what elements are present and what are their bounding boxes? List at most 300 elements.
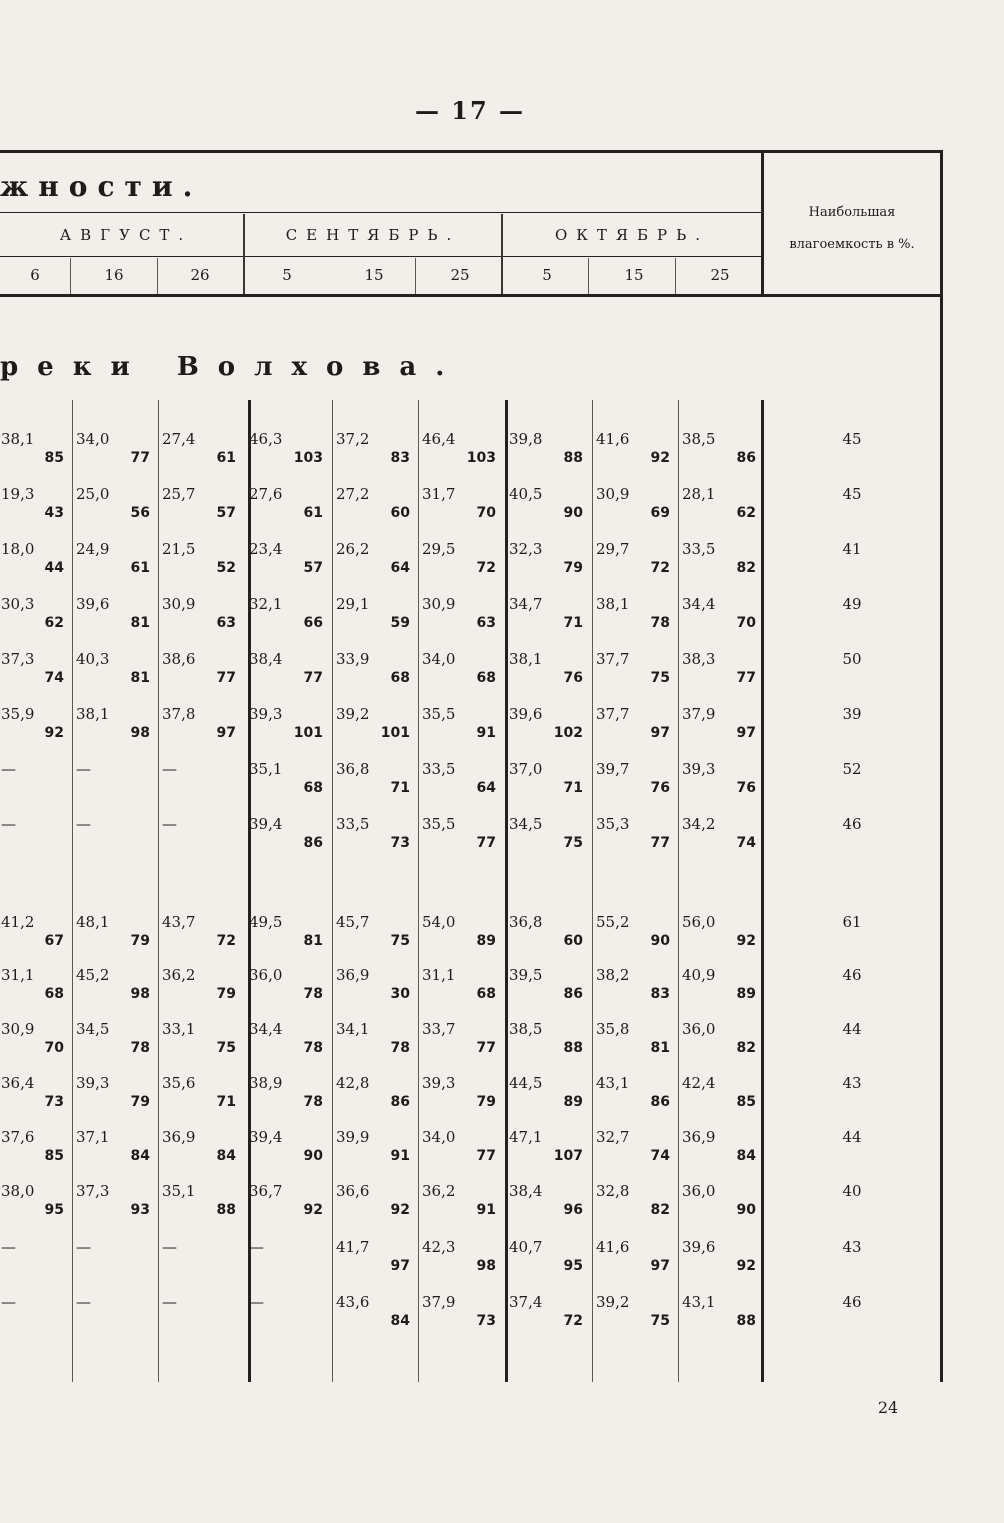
day-header-1: 16 bbox=[104, 266, 124, 284]
table-cell bbox=[418, 1182, 502, 1230]
max-capacity-value: 46 bbox=[842, 966, 862, 984]
page-number: — 17 — bbox=[414, 96, 526, 125]
cell-value: 32,1 bbox=[249, 595, 283, 613]
max-capacity-value: 40 bbox=[842, 1182, 862, 1200]
table-cell bbox=[678, 760, 762, 808]
table-cell bbox=[418, 966, 502, 1014]
table-cell bbox=[245, 595, 329, 643]
cell-number: 85 bbox=[44, 1148, 64, 1164]
table-cell bbox=[678, 1182, 762, 1230]
table-cell bbox=[505, 1128, 589, 1176]
cell-number: 86 bbox=[303, 835, 323, 851]
cell-value: 40,3 bbox=[76, 650, 110, 668]
cell-number: 79 bbox=[130, 1094, 150, 1110]
cell-number: 77 bbox=[216, 670, 236, 686]
cell-value: 29,7 bbox=[596, 540, 630, 558]
cell-value: 34,0 bbox=[422, 1128, 456, 1146]
day-header-6: 5 bbox=[542, 266, 552, 284]
cell-number: 74 bbox=[44, 670, 64, 686]
cell-value: 42,3 bbox=[422, 1238, 456, 1256]
cell-value: 46,4 bbox=[422, 430, 456, 448]
cell-number: 77 bbox=[476, 835, 496, 851]
table-cell bbox=[245, 1293, 329, 1341]
table-cell bbox=[678, 815, 762, 863]
table-cell bbox=[332, 1293, 416, 1341]
cell-value: 49,5 bbox=[249, 913, 283, 931]
max-capacity-header bbox=[764, 197, 940, 261]
cell-value: — bbox=[162, 760, 177, 778]
cell-value: 38,2 bbox=[596, 966, 630, 984]
cell-number: 85 bbox=[736, 1094, 756, 1110]
cell-value: 34,1 bbox=[336, 1020, 370, 1038]
cell-value: 54,0 bbox=[422, 913, 456, 931]
cell-value: 27,6 bbox=[249, 485, 283, 503]
table-cell bbox=[245, 1238, 329, 1286]
cell-number: 61 bbox=[216, 450, 236, 466]
table-cell bbox=[72, 760, 156, 808]
table-cell bbox=[245, 1074, 329, 1122]
cell-number: 63 bbox=[216, 615, 236, 631]
cell-number: 98 bbox=[130, 986, 150, 1002]
table-cell bbox=[158, 815, 242, 863]
cell-value: 39,3 bbox=[682, 760, 716, 778]
cell-value: 36,8 bbox=[509, 913, 543, 931]
cell-number: 93 bbox=[130, 1202, 150, 1218]
max-capacity-value: 52 bbox=[842, 760, 862, 778]
cell-number: 68 bbox=[44, 986, 64, 1002]
cell-number: 70 bbox=[736, 615, 756, 631]
cell-number: 77 bbox=[476, 1148, 496, 1164]
table-cell bbox=[72, 1020, 156, 1068]
cell-number: 92 bbox=[390, 1202, 410, 1218]
cell-number: 107 bbox=[553, 1148, 583, 1164]
table-cell bbox=[72, 705, 156, 753]
cell-number: 102 bbox=[553, 725, 583, 741]
table-cell bbox=[245, 705, 329, 753]
cell-value: 36,8 bbox=[336, 760, 370, 778]
max-capacity-value: 50 bbox=[842, 650, 862, 668]
table-cell bbox=[72, 1293, 156, 1341]
cell-value: — bbox=[249, 1238, 264, 1256]
max-capacity-value: 61 bbox=[842, 913, 862, 931]
cell-number: 61 bbox=[130, 560, 150, 576]
cell-number: 82 bbox=[736, 1040, 756, 1056]
cell-number: 74 bbox=[650, 1148, 670, 1164]
table-cell bbox=[158, 430, 242, 478]
cell-value: — bbox=[1, 1293, 16, 1311]
table-cell bbox=[245, 966, 329, 1014]
table-cell bbox=[332, 650, 416, 698]
cell-number: 68 bbox=[476, 670, 496, 686]
cell-number: 30 bbox=[390, 986, 410, 1002]
table-cell bbox=[0, 485, 70, 533]
cell-value: 31,7 bbox=[422, 485, 456, 503]
cell-value: 38,9 bbox=[249, 1074, 283, 1092]
table-cell bbox=[0, 913, 70, 961]
cell-number: 78 bbox=[303, 1094, 323, 1110]
table-cell bbox=[332, 815, 416, 863]
cell-value: 37,3 bbox=[76, 1182, 110, 1200]
table-cell bbox=[0, 1128, 70, 1176]
cell-value: 34,7 bbox=[509, 595, 543, 613]
table-cell bbox=[0, 595, 70, 643]
cell-value: 41,6 bbox=[596, 1238, 630, 1256]
cell-number: 73 bbox=[476, 1313, 496, 1329]
month-september: СЕНТЯБРЬ. bbox=[285, 226, 461, 244]
cell-number: 76 bbox=[563, 670, 583, 686]
month-divider-2 bbox=[501, 214, 503, 294]
cell-value: 36,6 bbox=[336, 1182, 370, 1200]
table-cell bbox=[332, 1182, 416, 1230]
cell-number: 56 bbox=[130, 505, 150, 521]
cell-value: 47,1 bbox=[509, 1128, 543, 1146]
table-cell bbox=[418, 1128, 502, 1176]
table-cell bbox=[332, 595, 416, 643]
cell-number: 68 bbox=[303, 780, 323, 796]
cell-value: 30,3 bbox=[1, 595, 35, 613]
table-cell bbox=[158, 913, 242, 961]
cell-number: 88 bbox=[563, 450, 583, 466]
cell-value: 31,1 bbox=[422, 966, 456, 984]
cell-number: 74 bbox=[736, 835, 756, 851]
cell-value: 37,4 bbox=[509, 1293, 543, 1311]
cell-number: 89 bbox=[736, 986, 756, 1002]
cell-number: 97 bbox=[736, 725, 756, 741]
cell-number: 92 bbox=[736, 1258, 756, 1274]
table-cell bbox=[332, 540, 416, 588]
table-cell bbox=[418, 1238, 502, 1286]
cell-value: 39,6 bbox=[682, 1238, 716, 1256]
cell-value: 30,9 bbox=[596, 485, 630, 503]
sheet-number: 24 bbox=[877, 1398, 899, 1417]
cell-value: 38,4 bbox=[509, 1182, 543, 1200]
cell-value: 25,0 bbox=[76, 485, 110, 503]
cell-value: 35,8 bbox=[596, 1020, 630, 1038]
cell-number: 79 bbox=[130, 933, 150, 949]
cell-number: 70 bbox=[44, 1040, 64, 1056]
cell-number: 68 bbox=[390, 670, 410, 686]
day-header-2: 26 bbox=[190, 266, 210, 284]
cell-number: 77 bbox=[650, 835, 670, 851]
cell-value: 39,4 bbox=[249, 1128, 283, 1146]
cell-number: 83 bbox=[390, 450, 410, 466]
cell-number: 73 bbox=[44, 1094, 64, 1110]
table-cell bbox=[418, 1020, 502, 1068]
cell-value: 38,0 bbox=[1, 1182, 35, 1200]
table-cell bbox=[678, 540, 762, 588]
table-cell bbox=[72, 913, 156, 961]
table-cell bbox=[505, 1293, 589, 1341]
cell-value: — bbox=[76, 815, 91, 833]
table-cell bbox=[332, 1074, 416, 1122]
cell-value: 35,9 bbox=[1, 705, 35, 723]
cell-value: 39,2 bbox=[336, 705, 370, 723]
cell-number: 76 bbox=[736, 780, 756, 796]
cell-number: 81 bbox=[303, 933, 323, 949]
table-cell bbox=[158, 1182, 242, 1230]
cell-value: 32,8 bbox=[596, 1182, 630, 1200]
cell-value: 37,9 bbox=[682, 705, 716, 723]
cell-value: 19,3 bbox=[1, 485, 35, 503]
table-title: жности. bbox=[0, 170, 203, 203]
table-cell bbox=[72, 430, 156, 478]
table-cell bbox=[418, 650, 502, 698]
table-cell bbox=[245, 485, 329, 533]
table-cell bbox=[418, 760, 502, 808]
cell-value: — bbox=[76, 1293, 91, 1311]
table-cell bbox=[592, 705, 676, 753]
cell-number: 79 bbox=[563, 560, 583, 576]
cell-value: 37,1 bbox=[76, 1128, 110, 1146]
cell-value: 27,2 bbox=[336, 485, 370, 503]
cell-value: 33,1 bbox=[162, 1020, 196, 1038]
cell-value: 36,7 bbox=[249, 1182, 283, 1200]
cell-number: 97 bbox=[650, 725, 670, 741]
cell-number: 103 bbox=[293, 450, 323, 466]
max-capacity-value: 41 bbox=[842, 540, 862, 558]
cell-number: 84 bbox=[736, 1148, 756, 1164]
cell-value: 34,0 bbox=[422, 650, 456, 668]
table-cell bbox=[505, 705, 589, 753]
table-cell bbox=[592, 430, 676, 478]
table-cell bbox=[158, 485, 242, 533]
month-rule bbox=[0, 256, 762, 257]
cell-value: 34,4 bbox=[249, 1020, 283, 1038]
day-header-5: 25 bbox=[450, 266, 470, 284]
table-cell bbox=[0, 1238, 70, 1286]
cell-number: 60 bbox=[563, 933, 583, 949]
cell-number: 77 bbox=[303, 670, 323, 686]
cell-value: 45,7 bbox=[336, 913, 370, 931]
cell-value: 35,6 bbox=[162, 1074, 196, 1092]
cell-number: 78 bbox=[303, 1040, 323, 1056]
cell-number: 95 bbox=[44, 1202, 64, 1218]
table-cell bbox=[0, 1293, 70, 1341]
cell-number: 71 bbox=[216, 1094, 236, 1110]
cell-number: 75 bbox=[390, 933, 410, 949]
table-cell bbox=[158, 760, 242, 808]
cell-value: 35,1 bbox=[249, 760, 283, 778]
table-cell bbox=[72, 650, 156, 698]
cell-value: 44,5 bbox=[509, 1074, 543, 1092]
cell-value: 29,5 bbox=[422, 540, 456, 558]
day-header-0: 6 bbox=[30, 266, 40, 284]
table-cell bbox=[245, 815, 329, 863]
table-cell bbox=[418, 913, 502, 961]
cell-number: 61 bbox=[303, 505, 323, 521]
table-cell bbox=[0, 760, 70, 808]
cell-number: 57 bbox=[216, 505, 236, 521]
cell-number: 78 bbox=[130, 1040, 150, 1056]
cell-value: — bbox=[162, 1293, 177, 1311]
table-cell bbox=[505, 485, 589, 533]
cell-value: 39,9 bbox=[336, 1128, 370, 1146]
cell-value: 36,0 bbox=[249, 966, 283, 984]
cell-value: 43,1 bbox=[596, 1074, 630, 1092]
cell-value: 41,2 bbox=[1, 913, 35, 931]
cell-number: 78 bbox=[650, 615, 670, 631]
cell-value: 39,5 bbox=[509, 966, 543, 984]
table-cell bbox=[592, 1182, 676, 1230]
cell-value: 55,2 bbox=[596, 913, 630, 931]
cell-value: 43,7 bbox=[162, 913, 196, 931]
cell-number: 95 bbox=[563, 1258, 583, 1274]
cell-value: 33,5 bbox=[682, 540, 716, 558]
table-cell bbox=[245, 913, 329, 961]
cell-number: 88 bbox=[563, 1040, 583, 1056]
table-cell bbox=[505, 913, 589, 961]
cell-value: — bbox=[162, 815, 177, 833]
table-cell bbox=[678, 650, 762, 698]
table-cell bbox=[158, 1128, 242, 1176]
table-cell bbox=[418, 1074, 502, 1122]
cell-number: 83 bbox=[650, 986, 670, 1002]
table-cell bbox=[158, 540, 242, 588]
day-header-7: 15 bbox=[624, 266, 644, 284]
table-cell bbox=[505, 966, 589, 1014]
cell-number: 86 bbox=[390, 1094, 410, 1110]
max-capacity-value: 45 bbox=[842, 430, 862, 448]
table-cell bbox=[505, 1238, 589, 1286]
cell-number: 84 bbox=[390, 1313, 410, 1329]
table-cell bbox=[158, 1020, 242, 1068]
cell-number: 62 bbox=[44, 615, 64, 631]
table-cell bbox=[0, 815, 70, 863]
cell-value: 37,7 bbox=[596, 705, 630, 723]
cell-number: 97 bbox=[216, 725, 236, 741]
day-header-4: 15 bbox=[364, 266, 384, 284]
cell-number: 67 bbox=[44, 933, 64, 949]
cell-value: 39,4 bbox=[249, 815, 283, 833]
table-cell bbox=[418, 595, 502, 643]
cell-number: 72 bbox=[650, 560, 670, 576]
cell-number: 44 bbox=[44, 560, 64, 576]
table-cell bbox=[505, 815, 589, 863]
month-august: АВГУСТ. bbox=[59, 226, 193, 244]
table-cell bbox=[245, 430, 329, 478]
table-cell bbox=[505, 1020, 589, 1068]
cell-value: 38,3 bbox=[682, 650, 716, 668]
cell-value: 38,4 bbox=[249, 650, 283, 668]
cell-number: 101 bbox=[293, 725, 323, 741]
table-cell bbox=[592, 966, 676, 1014]
month-divider-1 bbox=[243, 214, 245, 294]
table-cell bbox=[332, 1020, 416, 1068]
cell-value: 33,7 bbox=[422, 1020, 456, 1038]
cell-number: 92 bbox=[650, 450, 670, 466]
max-capacity-value: 46 bbox=[842, 1293, 862, 1311]
cell-value: 39,3 bbox=[422, 1074, 456, 1092]
cell-value: 46,3 bbox=[249, 430, 283, 448]
cell-number: 64 bbox=[476, 780, 496, 796]
cell-value: 26,2 bbox=[336, 540, 370, 558]
table-cell bbox=[332, 485, 416, 533]
table-cell bbox=[245, 1128, 329, 1176]
cell-value: 39,7 bbox=[596, 760, 630, 778]
max-capacity-value: 44 bbox=[842, 1020, 862, 1038]
cell-number: 75 bbox=[650, 670, 670, 686]
cell-number: 68 bbox=[476, 986, 496, 1002]
day-divider-4 bbox=[675, 258, 676, 294]
cell-number: 75 bbox=[216, 1040, 236, 1056]
table-cell bbox=[418, 540, 502, 588]
cell-number: 82 bbox=[650, 1202, 670, 1218]
cell-value: 37,8 bbox=[162, 705, 196, 723]
cell-value: 37,2 bbox=[336, 430, 370, 448]
table-cell bbox=[678, 1238, 762, 1286]
cell-value: — bbox=[76, 1238, 91, 1256]
table-cell bbox=[678, 966, 762, 1014]
cell-value: 38,5 bbox=[682, 430, 716, 448]
table-cell bbox=[592, 1293, 676, 1341]
table-cell bbox=[158, 1074, 242, 1122]
cell-number: 57 bbox=[303, 560, 323, 576]
cell-value: 34,2 bbox=[682, 815, 716, 833]
table-cell bbox=[0, 430, 70, 478]
max-capacity-value: 39 bbox=[842, 705, 862, 723]
cell-value: 34,5 bbox=[509, 815, 543, 833]
cell-number: 79 bbox=[476, 1094, 496, 1110]
table-cell bbox=[0, 705, 70, 753]
table-cell bbox=[158, 1238, 242, 1286]
table-cell bbox=[332, 1128, 416, 1176]
cell-value: 40,7 bbox=[509, 1238, 543, 1256]
cell-value: 28,1 bbox=[682, 485, 716, 503]
cell-value: 33,9 bbox=[336, 650, 370, 668]
table-cell bbox=[245, 650, 329, 698]
cell-value: 42,8 bbox=[336, 1074, 370, 1092]
table-cell bbox=[0, 1182, 70, 1230]
cell-value: 36,0 bbox=[682, 1020, 716, 1038]
month-october: ОКТЯБРЬ. bbox=[554, 226, 710, 244]
cell-number: 75 bbox=[650, 1313, 670, 1329]
table-cell bbox=[678, 595, 762, 643]
table-cell bbox=[0, 650, 70, 698]
max-capacity-value: 43 bbox=[842, 1238, 862, 1256]
table-cell bbox=[592, 913, 676, 961]
cell-number: 98 bbox=[476, 1258, 496, 1274]
table-cell bbox=[505, 430, 589, 478]
cell-value: 30,9 bbox=[162, 595, 196, 613]
cell-number: 86 bbox=[736, 450, 756, 466]
table-cell bbox=[678, 1020, 762, 1068]
cell-number: 81 bbox=[130, 670, 150, 686]
cell-value: 48,1 bbox=[76, 913, 110, 931]
cell-value: 32,3 bbox=[509, 540, 543, 558]
table-cell bbox=[678, 1128, 762, 1176]
cell-value: 30,9 bbox=[422, 595, 456, 613]
max-capacity-value: 49 bbox=[842, 595, 862, 613]
cell-value: — bbox=[249, 1293, 264, 1311]
max-capacity-header-line2: влагоемкость в %. bbox=[789, 237, 915, 252]
table-cell bbox=[592, 1020, 676, 1068]
cell-value: 36,0 bbox=[682, 1182, 716, 1200]
cell-number: 76 bbox=[650, 780, 670, 796]
cell-number: 66 bbox=[303, 615, 323, 631]
table-cell bbox=[0, 1074, 70, 1122]
table-cell bbox=[678, 485, 762, 533]
cell-value: 43,1 bbox=[682, 1293, 716, 1311]
table-cell bbox=[332, 913, 416, 961]
cell-value: 43,6 bbox=[336, 1293, 370, 1311]
cell-value: 38,1 bbox=[596, 595, 630, 613]
table-cell bbox=[332, 966, 416, 1014]
cell-value: 41,6 bbox=[596, 430, 630, 448]
cell-value: 35,3 bbox=[596, 815, 630, 833]
table-cell bbox=[678, 1074, 762, 1122]
cell-value: 39,6 bbox=[509, 705, 543, 723]
cell-value: 37,7 bbox=[596, 650, 630, 668]
